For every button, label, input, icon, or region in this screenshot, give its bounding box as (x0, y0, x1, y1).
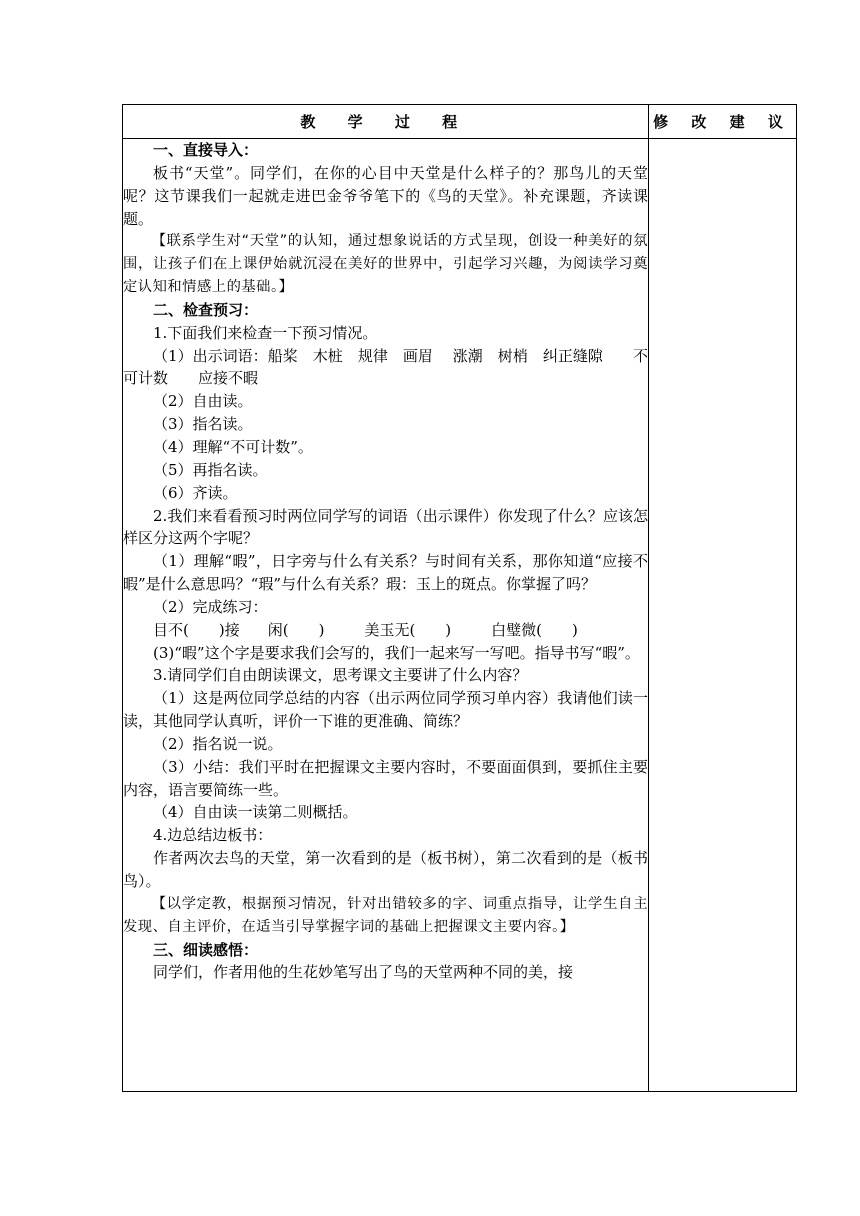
intro-paragraph: 板书“天堂”。同学们，在你的心目中天堂是什么样子的？那鸟儿的天堂呢？这节课我们一起就走进巴金爷爷笔下的《鸟的天堂》。补充课题，齐读课题。 (123, 163, 648, 228)
preview-step-1b: （2）自由读。 (153, 392, 253, 411)
preview-step-2c: (3)“暇”这个字是要求我们会写的，我们一起来写一写吧。指导书写“暇”。 (153, 643, 640, 662)
teaching-process-content (123, 139, 649, 1092)
section-heading-reading: 三、细读感悟： (153, 940, 259, 959)
preview-step-3b: （2）指名说一说。 (153, 734, 283, 753)
preview-step-1: 1.下面我们来检查一下预习情况。 (153, 323, 378, 342)
exercise-item-3: 美玉无( ) (364, 620, 452, 639)
teaching-process-header: 教 学 过 程 (123, 105, 649, 139)
table-body-row (123, 139, 797, 1092)
section-heading-preview: 二、检查预习： (153, 300, 259, 319)
exercise-item-2: 闲( ) (267, 620, 325, 639)
preview-step-2b: （2）完成练习： (153, 597, 268, 616)
preview-step-3d: （4）自由读一读第二则概括。 (153, 803, 358, 822)
preview-step-3a: （1）这是两位同学总结的内容（出示两位同学预习单内容）我请他们读一读，其他同学认真听，评价一下谁的更准确、简练？ (123, 689, 648, 731)
section-heading-intro: 一、直接导入： (153, 141, 259, 159)
revision-suggestion-cell (649, 139, 797, 1092)
preview-step-2a: （1）理解“暇”，日字旁与什么有关系？与时间有关系，那你知道“应接不暇”是什么意思吗？“瑕”与什么有关系？瑕：玉上的斑点。你掌握了吗？ (123, 552, 648, 594)
design-note-2: 【以学定教，根据预习情况，针对出错较多的字、词重点指导，让学生自主发现、自主评价，在适当引导掌握字词的基础上把握课文主要内容。】 (123, 895, 648, 935)
preview-step-4a: 作者两次去鸟的天堂，第一次看到的是（板书树），第二次看到的是（板书鸟）。 (123, 849, 648, 890)
lesson-plan-table (122, 104, 797, 1092)
preview-step-1d: （4）理解“不可计数”。 (153, 437, 313, 456)
preview-step-3c: （3）小结：我们平时在把握课文主要内容时，不要面面俱到，要抓住主要内容，语言要简练一些。 (123, 757, 648, 799)
preview-step-4: 4.边总结边板书： (153, 826, 273, 845)
revision-suggestion-header: 修 改 建 议 (649, 105, 797, 139)
preview-step-1c: （3）指名读。 (153, 415, 253, 434)
reading-paragraph: 同学们，作者用他的生花妙笔写出了鸟的天堂两种不同的美，接 (153, 963, 574, 982)
exercise-item-4: 白璧微( ) (491, 620, 578, 639)
preview-step-3: 3.请同学们自由朗读课文，思考课文主要讲了什么内容？ (153, 666, 528, 685)
preview-step-1e: （5）再指名读。 (153, 460, 268, 479)
exercise-row (123, 619, 648, 642)
table-header-row (123, 105, 797, 139)
design-note-1: 【联系学生对“天堂”的认知，通过想象说话的方式呈现，创设一种美好的氛围，让孩子们在上课伊始就沉浸在美好的世界中，引起学习兴趣，为阅读学习奠定认知和情感上的基础。】 (123, 233, 648, 296)
preview-step-1f: （6）齐读。 (153, 483, 238, 502)
exercise-item-1: 目不( )接 (153, 620, 240, 639)
preview-step-1a: （1）出示词语：船桨 木桩 规律 画眉 涨潮 树梢 纠正缝隙 不可计数 应接不暇 (123, 346, 648, 388)
preview-step-2: 2.我们来看看预习时两位同学写的词语（出示课件）你发现了什么？应该怎样区分这两个字呢？ (123, 506, 648, 548)
